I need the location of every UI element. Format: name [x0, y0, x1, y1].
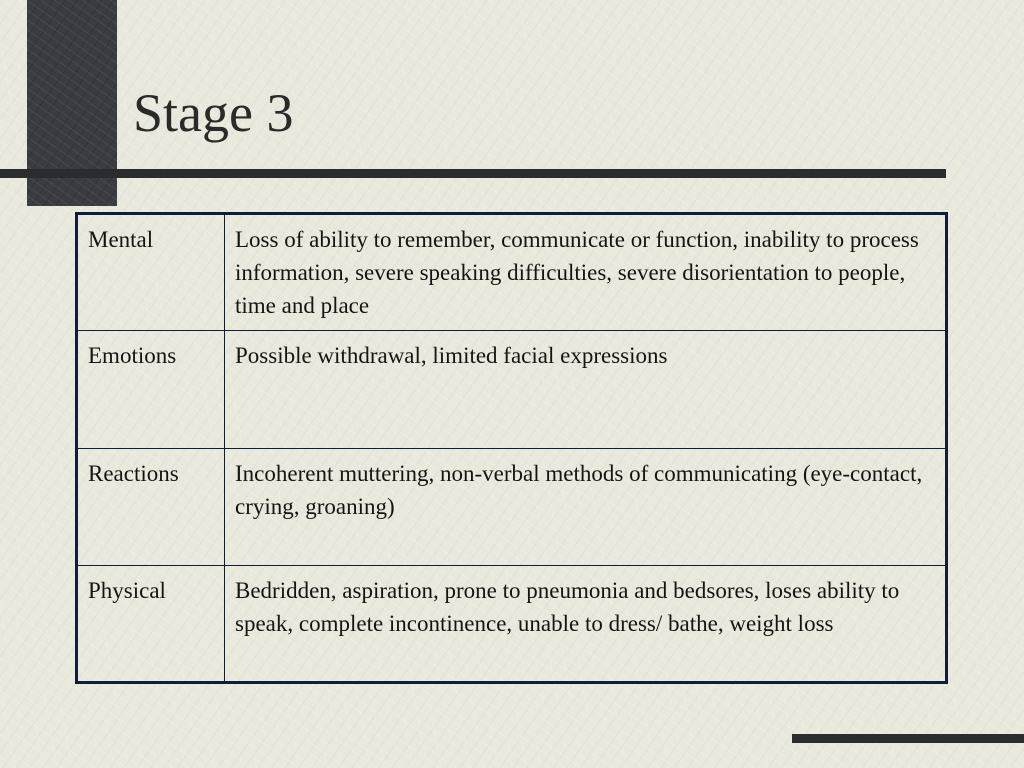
table-row-mental — [77, 214, 947, 331]
row-label: Mental — [77, 214, 225, 331]
footer-accent-line — [792, 734, 1024, 743]
row-description: Incoherent muttering, non-verbal methods of communicating (eye-contact, crying, groaning) — [225, 448, 947, 565]
stage-details-table — [75, 212, 948, 684]
row-description: Bedridden, aspiration, prone to pneumonia and bedsores, loses ability to speak, complete incontinence, unable to dress/ bathe, weight loss — [225, 565, 947, 682]
row-label: Physical — [77, 565, 225, 682]
row-description: Possible withdrawal, limited facial expressions — [225, 331, 947, 448]
table-row-reactions — [77, 448, 947, 565]
table-row-physical — [77, 565, 947, 682]
title-divider-line — [0, 169, 946, 178]
row-label: Emotions — [77, 331, 225, 448]
slide-title: Stage 3 — [133, 83, 294, 143]
row-description: Loss of ability to remember, communicate or function, inability to process information, severe speaking difficulties, severe disorientation to people, time and place — [225, 214, 947, 331]
table-row-emotions — [77, 331, 947, 448]
row-label: Reactions — [77, 448, 225, 565]
